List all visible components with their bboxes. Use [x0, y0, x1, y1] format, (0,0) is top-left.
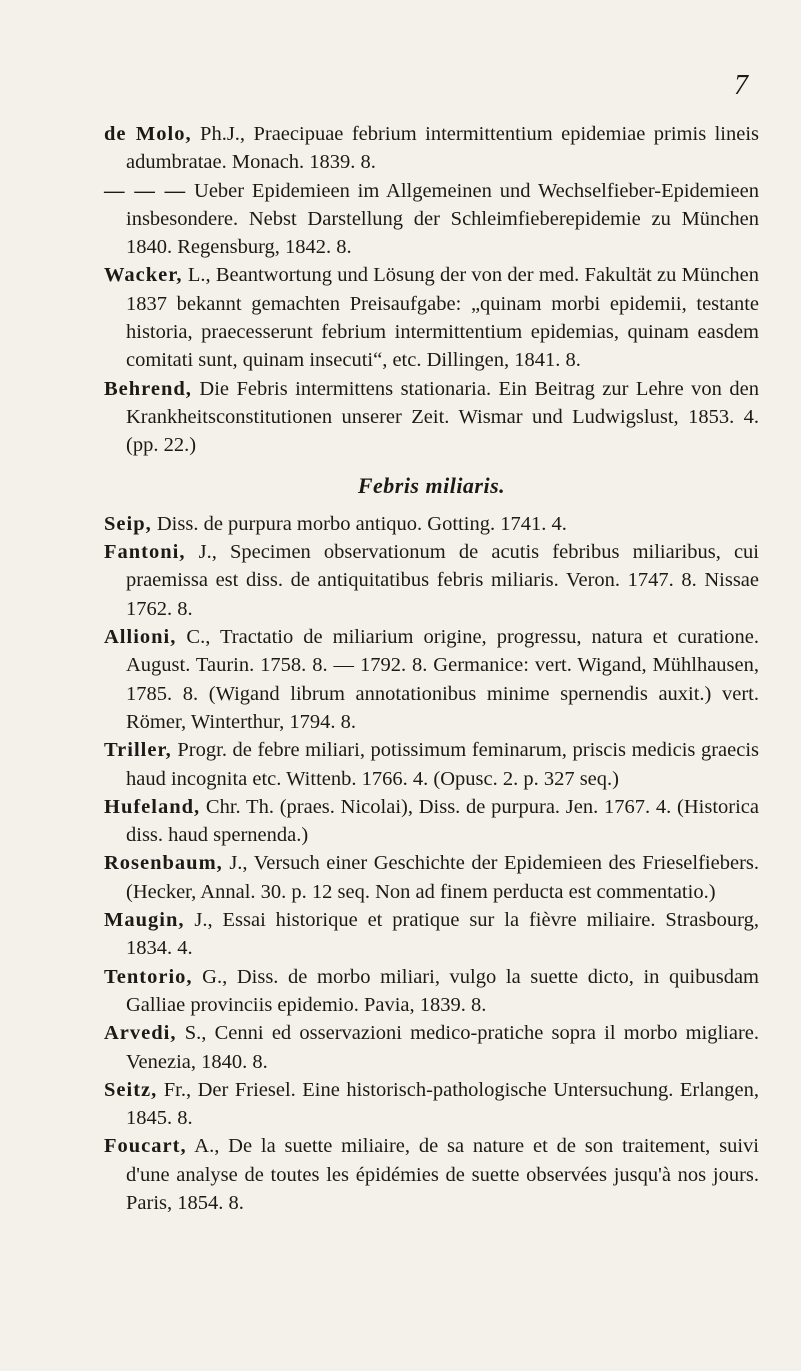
entry-behrend — [104, 375, 759, 460]
entry-text: S., Cenni ed osservazioni medico-pratiche sopra il morbo migliare. Venezia, 1840. 8. — [126, 1022, 760, 1073]
entry-author: Hufeland, — [104, 795, 201, 818]
entry-author: Seitz, — [104, 1078, 158, 1101]
entry-author: Fantoni, — [104, 541, 186, 564]
entry-de-molo — [104, 120, 759, 177]
entry-text: Progr. de febre miliari, potissimum feminarum, priscis medicis graecis haud incognita etc. Wittenb. 1766. 4. (Opusc. 2. p. 327 seq.) — [126, 739, 760, 790]
entry-text: Ueber Epidemieen im Allgemeinen und Wechselfieber-Epidemieen insbesondere. Nebst Darstellung der Schleimfieberepidemie zu München 1840. Regensburg, 1842. 8. — [126, 179, 759, 259]
entry-text: Fr., Der Friesel. Eine historisch-pathologische Untersuchung. Erlangen, 1845. 8. — [126, 1078, 760, 1130]
entry-text: Ph.J., Praecipuae febrium intermittentium epidemiae primis lineis adumbratae. Monach. 1839. 8. — [126, 123, 760, 174]
entry-text: J., Specimen observationum de acutis febribus miliaribus, cui praemissa est diss. de antiquitatibus febris miliaris. Veron. 1747. 8. Nissae 1762. 8. — [126, 541, 759, 620]
entry-author: Allioni, — [104, 626, 177, 649]
entry-author: Rosenbaum, — [104, 852, 223, 875]
entry-author: — — — — [104, 179, 187, 202]
entry-text: A., De la suette miliaire, de sa nature et de son traitement, suivi d'une analyse de toutes les épidémies de suette observées jusqu'à nos jours. Paris, 1854. 8. — [126, 1135, 759, 1214]
entry-text: Diss. de purpura morbo antiquo. Gotting. 1741. 4. — [156, 512, 567, 535]
entry-author: Seip, — [104, 512, 152, 535]
bibliography-text — [104, 120, 759, 1217]
entry-author: Wacker, — [104, 264, 183, 287]
entry-author: Triller, — [104, 739, 172, 762]
entry-arvedi — [104, 1019, 759, 1076]
entry-de-molo-2 — [104, 177, 759, 262]
page-number: 7 — [734, 70, 748, 101]
entry-author: de Molo, — [104, 123, 192, 145]
entry-author: Foucart, — [104, 1135, 187, 1158]
section-heading: Febris miliaris. — [357, 472, 506, 498]
entry-wacker — [104, 261, 759, 374]
entry-maugin — [104, 906, 759, 963]
entry-text: Die Febris intermittens stationaria. Ein Beitrag zur Lehre von den Krankheitsconstitutionen unserer Zeit. Wismar und Ludwigslust, 1853. 4. (pp. 22.) — [126, 377, 759, 457]
entry-author: Arvedi, — [104, 1022, 177, 1045]
entry-text: C., Tractatio de miliarium origine, progressu, natura et curatione. August. Taurin. 1758. 8. — 1792. 8. Germanice: vert. Wigand, Mühlhausen, 1785. 8. (Wigand librum annotationibus minime spernendis auxit.) vert. Römer, Winterthur, 1794. 8. — [126, 626, 759, 733]
entry-hufeland — [104, 793, 759, 850]
entry-text: Chr. Th. (praes. Nicolai), Diss. de purpura. Jen. 1767. 4. (Historica diss. haud spernenda.) — [126, 795, 760, 847]
entry-triller — [104, 736, 759, 793]
entry-text: G., Diss. de morbo miliari, vulgo la suette dicto, in quibusdam Galliae provinciis epidemio. Pavia, 1839. 8. — [126, 965, 759, 1016]
entry-text: L., Beantwortung und Lösung der von der med. Fakultät zu München 1837 bekannt gemachten Preisaufgabe: „quinam morbi epidemii, testante historia, praecesserunt febrium intermittentium epidemias, quinam easdem comitati sunt, quinam insecuti“, etc. Dillingen, 1841. 8. — [126, 264, 760, 372]
entry-foucart — [104, 1132, 759, 1217]
entry-allioni — [104, 623, 759, 736]
entry-tentorio — [104, 963, 759, 1020]
entry-text: J., Essai historique et pratique sur la fièvre miliaire. Strasbourg, 1834. 4. — [126, 909, 760, 960]
entry-author: Maugin, — [104, 909, 185, 932]
entry-rosenbaum — [104, 849, 759, 906]
entry-fantoni — [104, 538, 759, 623]
entry-seip — [104, 510, 759, 538]
entry-text: J., Versuch einer Geschichte der Epidemieen des Frieselfiebers. (Hecker, Annal. 30. p. 12 seq. Non ad finem perducta est commentatio.) — [126, 852, 759, 903]
entry-author: Behrend, — [104, 377, 192, 400]
entry-seitz — [104, 1076, 759, 1133]
entry-author: Tentorio, — [104, 965, 193, 988]
